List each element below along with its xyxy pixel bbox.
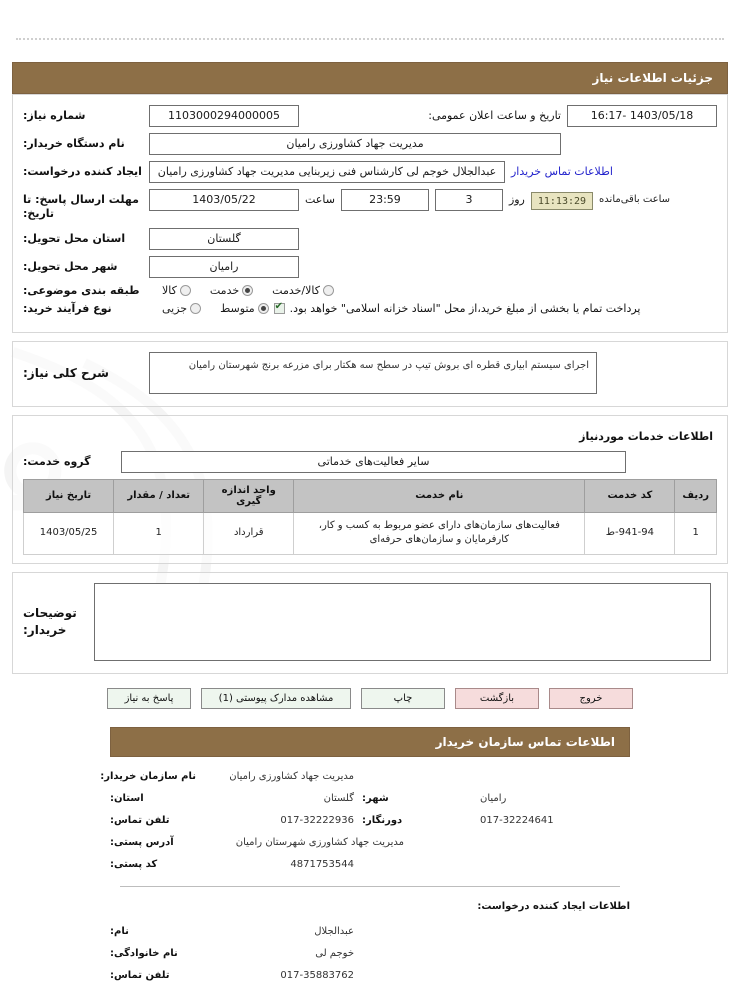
buyer-contact-link[interactable]: اطلاعات تماس خریدار <box>511 165 613 178</box>
requester-first-value: عبدالجلال <box>314 925 354 937</box>
table-row <box>24 512 717 554</box>
province-label: استان محل تحویل: <box>23 231 126 245</box>
contact-address-label: آدرس پستی: <box>110 836 174 848</box>
deadline-time-value: 23:59 <box>341 189 429 211</box>
col-qty: تعداد / مقدار <box>114 479 204 512</box>
requester-phone-value: 017-35883762 <box>280 969 354 981</box>
timer-note: ساعت باقی‌مانده <box>599 194 671 205</box>
contact-address-row <box>110 837 630 848</box>
buyer-notes-textarea[interactable] <box>94 583 711 661</box>
contact-postal-row <box>110 859 630 870</box>
buyer-org-label: نام دستگاه خریدار: <box>23 137 125 150</box>
process-option-label: متوسط <box>220 301 255 315</box>
action-buttons <box>12 688 728 709</box>
city-label: شهر محل تحویل: <box>23 259 118 273</box>
contact-phone-value: 017-32222936 <box>280 814 354 826</box>
general-description-textarea[interactable]: اجرای سیستم ابیاری قطره ای بروش تیپ در سطح سه هکتار برای مزرعه برنج شهرستان رامیان <box>149 352 597 394</box>
contact-postal-value: 4871753544 <box>290 858 354 870</box>
section-divider <box>120 886 620 887</box>
radio-icon[interactable] <box>323 285 334 296</box>
requester-phone-row <box>110 970 630 981</box>
col-code: کد خدمت <box>585 479 675 512</box>
classification-label: طبقه بندی موضوعی: <box>23 283 140 297</box>
services-section-title: اطلاعات خدمات موردنیاز <box>579 429 713 443</box>
buyer-notes-row <box>23 583 717 661</box>
classification-option-kala[interactable] <box>162 284 191 297</box>
service-group-label: گروه خدمت: <box>23 454 91 468</box>
requester-phone-label: تلفن تماس: <box>110 969 170 981</box>
contact-details <box>100 770 630 870</box>
buyer-org-row <box>23 133 717 155</box>
col-name: نام خدمت <box>294 479 585 512</box>
top-spacer <box>12 0 728 38</box>
creator-value: عبدالجلال خوجم لی کارشناس فنی زیربنایی مدیریت جهاد کشاورزی رامیان <box>149 161 505 183</box>
buyer-notes-panel <box>12 572 728 674</box>
service-group-row <box>23 451 717 473</box>
need-number-value: 1103000294000005 <box>149 105 299 127</box>
cell-date: 1403/05/25 <box>24 512 114 554</box>
days-value: 3 <box>435 189 503 211</box>
contact-section <box>12 727 728 981</box>
top-divider <box>16 38 724 40</box>
cell-qty: 1 <box>114 512 204 554</box>
deadline-date-value: 1403/05/22 <box>149 189 299 211</box>
contact-province-label: استان: <box>110 792 144 804</box>
province-value: گلستان <box>149 228 299 250</box>
requester-details <box>110 926 630 981</box>
col-unit: واحد اندازه گیری <box>204 479 294 512</box>
cell-code: 941-94-ط <box>585 512 675 554</box>
need-number-row <box>23 105 717 127</box>
deadline-label: مهلت ارسال پاسخ: تا تاریخ: <box>23 193 139 221</box>
radio-icon[interactable] <box>180 285 191 296</box>
creator-row <box>23 161 717 183</box>
back-button[interactable]: بازگشت <box>455 688 539 709</box>
hour-label: ساعت <box>305 193 335 206</box>
classification-option-label: کالا/خدمت <box>272 283 320 297</box>
contact-org-value: مدیریت جهاد کشاورزی رامیان <box>229 770 354 782</box>
city-row <box>23 256 717 278</box>
creator-label: ایجاد کننده درخواست: <box>23 165 142 178</box>
contact-location-row <box>110 793 630 804</box>
description-row <box>23 352 717 394</box>
contact-postal-label: کد پستی: <box>110 858 158 870</box>
general-description-label: شرح کلی نیاز: <box>23 365 109 380</box>
cell-name: فعالیت‌های سازمان‌های دارای عضو مربوط به کسب و کار، کارفرمایان و سازمان‌های حرفه‌ای <box>294 512 585 554</box>
buyer-notes-label: توضیحات خریدار: <box>23 605 77 637</box>
cell-unit: قرارداد <box>204 512 294 554</box>
announce-datetime-label: تاریخ و ساعت اعلان عمومی: <box>428 109 561 122</box>
exit-button[interactable]: خروج <box>549 688 633 709</box>
table-header-row <box>24 479 717 512</box>
requester-last-row <box>110 948 630 959</box>
service-group-value: سایر فعالیت‌های خدماتی <box>121 451 626 473</box>
requester-section-title: اطلاعات ایجاد کننده درخواست: <box>477 900 630 912</box>
contact-phone-row <box>110 815 630 826</box>
contact-section-title: اطلاعات تماس سازمان خریدار <box>110 727 630 757</box>
contact-city-label: شهر: <box>362 792 389 804</box>
contact-province-value: گلستان <box>323 792 354 804</box>
days-label: روز <box>508 193 525 206</box>
requester-last-value: خوجم لی <box>315 947 354 959</box>
city-value: رامیان <box>149 256 299 278</box>
radio-icon[interactable] <box>242 285 253 296</box>
need-number-label: شماره نیاز: <box>23 109 86 122</box>
treasury-checkbox[interactable] <box>274 303 285 314</box>
classification-option-label: کالا <box>162 283 177 297</box>
classification-option-kala-khedmat[interactable] <box>272 284 334 297</box>
description-panel <box>12 341 728 407</box>
radio-icon[interactable] <box>258 303 269 314</box>
contact-org-label: نام سازمان خریدار: <box>100 770 196 782</box>
process-row <box>23 302 717 315</box>
process-option-label: جزیی <box>162 301 188 315</box>
province-row <box>23 228 717 250</box>
contact-phone-label: تلفن تماس: <box>110 814 170 826</box>
requester-last-label: نام خانوادگی: <box>110 947 178 959</box>
treasury-checkbox-text: پرداخت تمام یا بخشی از مبلغ خرید،از محل "اسناد خزانه اسلامی" خواهد بود. <box>289 301 641 315</box>
classification-option-label: خدمت <box>209 283 240 297</box>
classification-row <box>23 284 717 297</box>
contact-address-value: مدیریت جهاد کشاورزی شهرستان رامیان <box>235 836 404 848</box>
col-row: ردیف <box>675 479 717 512</box>
process-option-jozei[interactable] <box>162 302 201 315</box>
contact-fax-value: 017-32224641 <box>480 814 554 826</box>
buyer-org-value: مدیریت جهاد کشاورزی رامیان <box>149 133 561 155</box>
print-button[interactable]: چاپ <box>361 688 445 709</box>
countdown-timer: 11:13:29 <box>531 192 593 210</box>
contact-city-value: رامیان <box>480 792 507 804</box>
contact-org-row <box>100 770 630 782</box>
cell-row: 1 <box>675 512 717 554</box>
classification-option-khedmat[interactable] <box>210 284 253 297</box>
page-title: جزئیات اطلاعات نیاز <box>12 62 728 94</box>
col-date: تاریخ نیاز <box>24 479 114 512</box>
view-attachments-button[interactable]: مشاهده مدارک پیوستی (1) <box>201 688 351 709</box>
announce-datetime-value: 1403/05/18 -16:17 <box>567 105 717 127</box>
respond-to-need-button[interactable]: پاسخ به نیاز <box>107 688 191 709</box>
services-table <box>23 479 717 555</box>
services-panel <box>12 415 728 564</box>
contact-fax-label: دورنگار: <box>362 814 403 826</box>
process-option-motevaset[interactable] <box>220 302 269 315</box>
requester-first-row <box>110 926 630 937</box>
deadline-row <box>23 189 717 222</box>
radio-icon[interactable] <box>190 303 201 314</box>
process-label: نوع فرآیند خرید: <box>23 301 112 315</box>
need-info-panel <box>12 94 728 333</box>
requester-first-label: نام: <box>110 925 129 937</box>
